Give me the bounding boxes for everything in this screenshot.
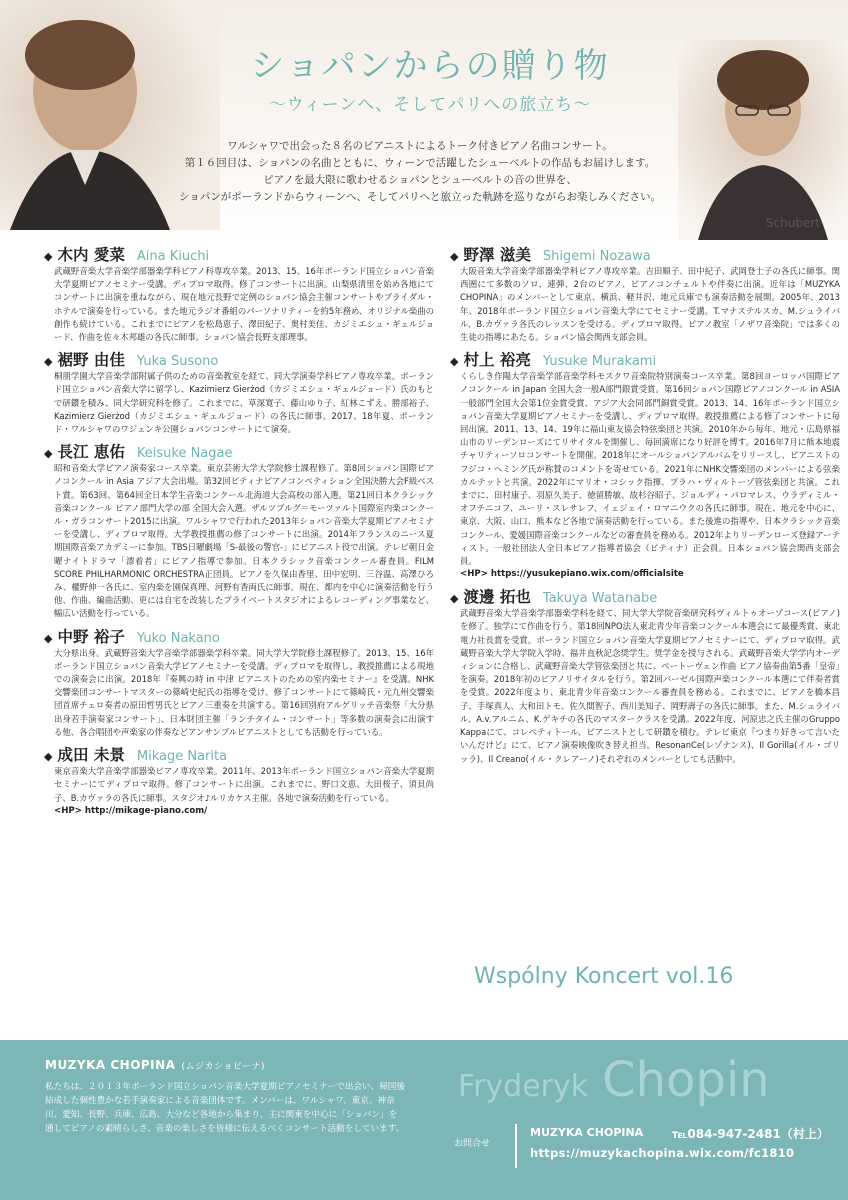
bio-yuka-susono bbox=[44, 348, 434, 436]
concert-subtitle: ～ウィーンへ、そしてパリへの旅立ち～ bbox=[268, 95, 592, 115]
bio-keisuke-nagae bbox=[44, 440, 434, 620]
concert-series-label: Wspólny Koncert vol.16 bbox=[474, 964, 734, 989]
contact-website-link[interactable]: https://muzykachopina.wix.com/fc1810 bbox=[530, 1146, 795, 1160]
bio-name-ja: 裾野 由佳 bbox=[57, 350, 125, 370]
bio-text: くらしき作陽大学音楽学部音楽学科モスクワ音楽院特別演奏コース卒業。第8回ヨーロッパ国際ピアノコンクール in Japan 全国大会一般A部門銀賞受賞。第16回ショパン国際ピアノコンクール in ASIA 一般部門全国大会第1位金賞受賞、アジア大会同部門銅賞受賞。2013、14、16年ポーランド国立ショパン音楽大学夏期ピアノセミナーを受講し、ディプロマ取得。教授推薦による修了コンサートに毎回出演。2011、13、14、19年に福山東友協会特弦楽団と共演。2010年から毎年、地元・広島県福山市のリーデンローズにてリサイタルを開催し、毎回満席になり好評を博す。2016年7月に熊本地震チャリティーソロコンサートを開催。2018年にオールショパンアルバムをリリースし、ピアニストのフジコ・ヘミング氏が称賛のコメントを寄せている。2021年にNHK交響楽団のメンバーによる弦楽カルテットと共演。2022年にマリオ・コシック指揮、プラハ・ヴィルトーゾ管弦楽団と共演。これまでに、田村康子、羽原久美子、徳留勝敏、故杉谷昭子、ジョルディ・パロマレス、ウラディミル・オフチニコフ、ユーリ・スレサレフ、イェジェイ・ロマニウクの各氏に師事。現在、地元を中心に、東京、大阪、山口、熊本など各地で演奏活動を行っている。また後進の指導や、日本クラシック音楽コンクール、愛媛国際音楽コンクールなどの審査員を務める。2012年よりリーデンローズ登録アーティスト。一般社団法人全日本ピアノ指導者協会（ピティナ）正会員。日本ショパン協会関西支部会員。 bbox=[460, 371, 840, 567]
inquiry-label: お問合せ bbox=[454, 1139, 491, 1149]
bio-name-roman: Takuya Watanabe bbox=[542, 591, 658, 607]
bio-name-ja: 中野 裕子 bbox=[57, 626, 125, 646]
intro-text bbox=[100, 138, 740, 206]
diamond-bullet-icon: ◆ bbox=[450, 592, 459, 606]
logo-last-name: Chopin bbox=[602, 1052, 770, 1108]
bio-shigemi-nozawa bbox=[450, 243, 840, 344]
footer-org-name: MUZYKA CHOPINA bbox=[45, 1058, 176, 1072]
diamond-bullet-icon: ◆ bbox=[44, 250, 53, 263]
intro-line: ワルシャワで出会った８名のピアニストによるトーク付きピアノ名曲コンサート。 bbox=[227, 140, 613, 152]
bio-name-ja: 長江 恵佑 bbox=[57, 442, 125, 462]
logo-first-name: Fryderyk bbox=[458, 1069, 589, 1104]
bio-takuya-watanabe bbox=[450, 585, 840, 765]
footer-description: 私たちは、２０１３年ポーランド国立ショパン音楽大学夏期ピアノセミナーで出会い、帰国後結成した個性豊かな若手演奏家による音楽団体です。メンバーは、ワルシャワ、東京、神奈川、愛知、長野、兵庫、広島、大分など各地から集まり、主に関東を中心に「ショパン」を通してピアノの素晴らしさ、音楽の楽しさを皆様に伝えるべくコンサート活動をしています。 bbox=[45, 1082, 405, 1134]
concert-title: ショパンからの贈り物 bbox=[250, 46, 610, 86]
chopin-logo bbox=[458, 1052, 770, 1108]
intro-line: ピアノを最大限に歌わせるショパンとシューベルトの音の世界を、 bbox=[263, 174, 577, 186]
bio-text: 武蔵野音楽大学音楽学部器楽学科を経て、同大学大学院音楽研究科ヴィルトゥオーゾコース(ピアノ)を修了。独学にて作曲を行う。第18回NPO法人東北青少年音楽コンクール本選会にて最優秀賞、東北電力社長賞を受賞。ポーランド国立ショパン音楽大学夏期ピアノセミナーにて、ディプロマ取得。武蔵野音楽大学大学院入学時、福井直秋記念奨学生。奨学金を授与される。武蔵野音楽大学学内オーディションに合格し、武蔵野音楽大学管弦楽団と共に、ベートーヴェン作曲 ピアノ協奏曲第5番「皇帝」を演奏。2018年初のピアノリサイタルを行う。第2回バーゼル国際声楽コンクール本選にて伴奏者賞を受賞。2022年度より、東北青少年音楽コンクール審査員を務める。これまでに、ピアノを橋本昌子、手塚真人、大和田トモ、佐久間智子、西川美知子、岡野壽子の各氏に師事。また、M.シュライバル、A.v.アルニム、K.ゲキチの各氏のマスタークラスを受講。2022年度、河原忠之氏主催のGruppo Kappaにて、コレペティトール、ピアニストとして研鑽を積む。テレビ東京『つまり好きって言いたいんだけど』にて、ピアノ演奏映像吹き替え担当。ResonanCe(レゾナンス)、Il Gorilla(イル・ゴリッラ)、Il Creano(イル・クレアーノ)それぞれのメンバーとしても活動中。 bbox=[460, 608, 840, 764]
diamond-bullet-icon: ◆ bbox=[44, 750, 53, 764]
contact-phone[interactable]: ℡084-947-2481（村上） bbox=[672, 1127, 829, 1141]
bio-text: 東京音楽大学音楽学部器楽ピアノ専攻卒業。2011年、2013年ポーランド国立ショパン音楽大学夏期セミナーにてディプロマ取得。修了コンサートに出演。これまでに、野口文恵、大田桜子、須貝尚子、B.カヴァラの各氏に師事。スタジオ♪ルリカケス主催。各地で演奏活動を行っている。 bbox=[54, 766, 434, 803]
diamond-bullet-icon: ◆ bbox=[450, 250, 459, 263]
header bbox=[0, 0, 848, 240]
diamond-bullet-icon: ◆ bbox=[44, 355, 53, 369]
diamond-bullet-icon: ◆ bbox=[450, 355, 459, 369]
bio-name-ja: 成田 未景 bbox=[57, 745, 125, 765]
bios-left-column bbox=[44, 243, 434, 822]
bio-text: 大阪音楽大学音楽学部器楽学科ピアノ専攻卒業。吉田順子、田中紀子、武岡登士子の各氏に師事。関西圏にて多数のソロ、連弾、2台のピアノ、ピアノコンチェルトや伴奏に出演。近年は「MUZYKA CHOPINA」のメンバーとして東京、横浜、軽井沢、地元兵庫でも演奏活動を展開。2005年、2013年、2018年ポーランド国立ショパン音楽大学にてセミナー受講。T.マナステルスカ、M.シュライバル、B.カヴァラ各氏のレッスンを受ける。ディプロマ取得。ピアノ教室「ノザワ音楽院」では多くの生徒の指導にあたる。ショパン協会関西支部会員。 bbox=[460, 266, 840, 343]
bio-text: 桐朋学園大学音楽学部附属子供のための音楽教室を経て、同大学演奏学科ピアノ専攻卒業。ポーランド国立ショパン音楽大学に留学し、Kazimierz Gierżod（カジミエシュ・ギェルジョード）氏のもとで研鑽を積み、同大学研究科を修了。これまでに、草深寛子、藤山ゆり子、紅林こずえ、勝部裕子、Kazimierz Gierżod（カジミエシュ・ギェルジョード）の各氏に師事。2017、18年夏、ポーランド・ワルシャワのワジェンキ公園ショパンコンサートにて演奏。 bbox=[54, 371, 434, 435]
homepage-link[interactable]: <HP> https://yusukepiano.wix.com/officialsite bbox=[460, 569, 684, 580]
bio-name-ja: 村上 裕亮 bbox=[463, 350, 531, 370]
diamond-bullet-icon: ◆ bbox=[44, 631, 53, 645]
footer bbox=[0, 1040, 848, 1200]
footer-org-kana: (ムジカショピーナ) bbox=[181, 1062, 265, 1072]
homepage-link[interactable]: <HP> http://mikage-piano.com/ bbox=[54, 805, 208, 816]
bio-name-roman: Aina Kiuchi bbox=[136, 249, 210, 264]
contact-org-name: MUZYKA CHOPINA bbox=[530, 1126, 644, 1139]
bio-yusuke-murakami bbox=[450, 348, 840, 581]
bio-name-roman: Yusuke Murakami bbox=[542, 354, 657, 370]
intro-line: ショパンがポーランドからウィーンへ、そしてパリへと旅立った軌跡を巡りながらお楽しみください。 bbox=[179, 191, 661, 203]
bios-right-column bbox=[450, 243, 840, 770]
bio-mikage-narita bbox=[44, 743, 434, 818]
footer-divider bbox=[515, 1124, 517, 1168]
bio-text: 武蔵野音楽大学音楽学部器楽学科ピアノ科専攻卒業。2013、15、16年ポーランド国立ショパン音楽大学夏期ピアノセミナー受講。ディプロマ取得。修了コンサートに出演。山梨県清里を始め各地にてコンサートに出演を重ねながら、現在地元長野で定例のショパン協会主催コンサートやブライダル・ホテルで演奏を行っている。また地元ラジオ番組のパーソナリティーを約5年務め、オリジナル楽曲の創作も続けている。これまでにピアノを松島恵子、澤田紀子、奥村美佳、カジミエシュ・ギェルジョード、作曲を佐々木邦雄の各氏に師事。ショパン協会長野支部理事。 bbox=[54, 266, 434, 343]
footer-org bbox=[45, 1058, 265, 1072]
diamond-bullet-icon: ◆ bbox=[44, 447, 53, 461]
bio-name-ja: 木内 愛菜 bbox=[57, 245, 125, 264]
bio-name-roman: Keisuke Nagae bbox=[136, 446, 233, 462]
schubert-caption: Schubert bbox=[765, 216, 820, 230]
bio-name-roman: Yuka Susono bbox=[136, 354, 219, 370]
bio-name-roman: Yuko Nakano bbox=[136, 630, 220, 646]
bio-name-roman: Mikage Narita bbox=[136, 749, 228, 765]
bio-text: 昭和音楽大学ピアノ演奏家コース卒業。東京芸術大学大学院修士課程修了。第8回ショパン国際ピアノコンクール in Asia アジア大会出場。第32回ピティナピアノコンペティション全国決勝大会F級ベスト賞。第63回、第64回全日本学生音楽コンクール北海道大会高校の部入選。第21回日本クラシック音楽コンクール ピアノ部門大学の部 全国大会入選。ザルツブルグ＝モーツァルト国際室内楽コンクール・ガラコンサート2015に出演。ワルシャワで行われた2013年ショパン音楽大学夏期ピアノセミナーを受講し、ディプロマ取得。大学教授推薦の修了コンサートに出演。2014年フランスのニース夏期国際音楽アカデミーに参加。TBS日曜劇場「S-最後の警官-」にピアニスト役で出演。テレビ朝日金曜ナイトドラマ「漂着者」にピアノ指導で参加。日本クラシック音楽コンクール審査員。FILM SCORE PHILHARMONIC ORCHESTRA正団員。ピアノを久保由香里、田中宏明、三谷温、高澤ひろみ、權野伸一各氏に、室内楽を園保真理、河野有香両氏に師事。現在、都内を中心に演奏活動を行う他、作曲、編曲活動、更には自宅を改装したプライベートスタジオによるレコーディング事業など、幅広い活動を行っている。 bbox=[54, 463, 434, 619]
bio-name-ja: 野澤 滋美 bbox=[463, 245, 531, 264]
bio-text: 大分県出身。武蔵野音楽大学音楽学部器楽学科卒業。同大学大学院修士課程修了。2013、15、16年ポーランド国立ショパン音楽大学ピアノセミナーを受講。ディプロマを取得し、教授推薦による現地での演奏会に出演。2018年『奏興の時 in 中津 ピアニストのための室内楽セミナー』を受講。NHK交響楽団コンサートマスターの篠崎史紀氏の指導を受け、修了コンサートにて篠崎氏・元九州交響楽団首席チェロ奏者の原田哲男氏とピアノ三重奏を共演する。第16回別府アルゲリッチ音楽祭「大分県出身若手演奏家コンサート」、日本財団主催「ランチタイム・コンサート」等多数の演奏会に出演する他、各合唱団や声楽家の伴奏などアンサンブルピアニストとしても活動を行っている。 bbox=[54, 647, 434, 737]
intro-line: 第１６回目は、ショパンの名曲とともに、ウィーンで活躍したシューベルトの作品もお届けします。 bbox=[184, 157, 656, 169]
bio-name-roman: Shigemi Nozawa bbox=[542, 249, 651, 264]
bio-yuko-nakano bbox=[44, 625, 434, 739]
bio-name-ja: 渡邊 拓也 bbox=[463, 587, 531, 607]
bio-aina-kiuchi bbox=[44, 243, 434, 344]
